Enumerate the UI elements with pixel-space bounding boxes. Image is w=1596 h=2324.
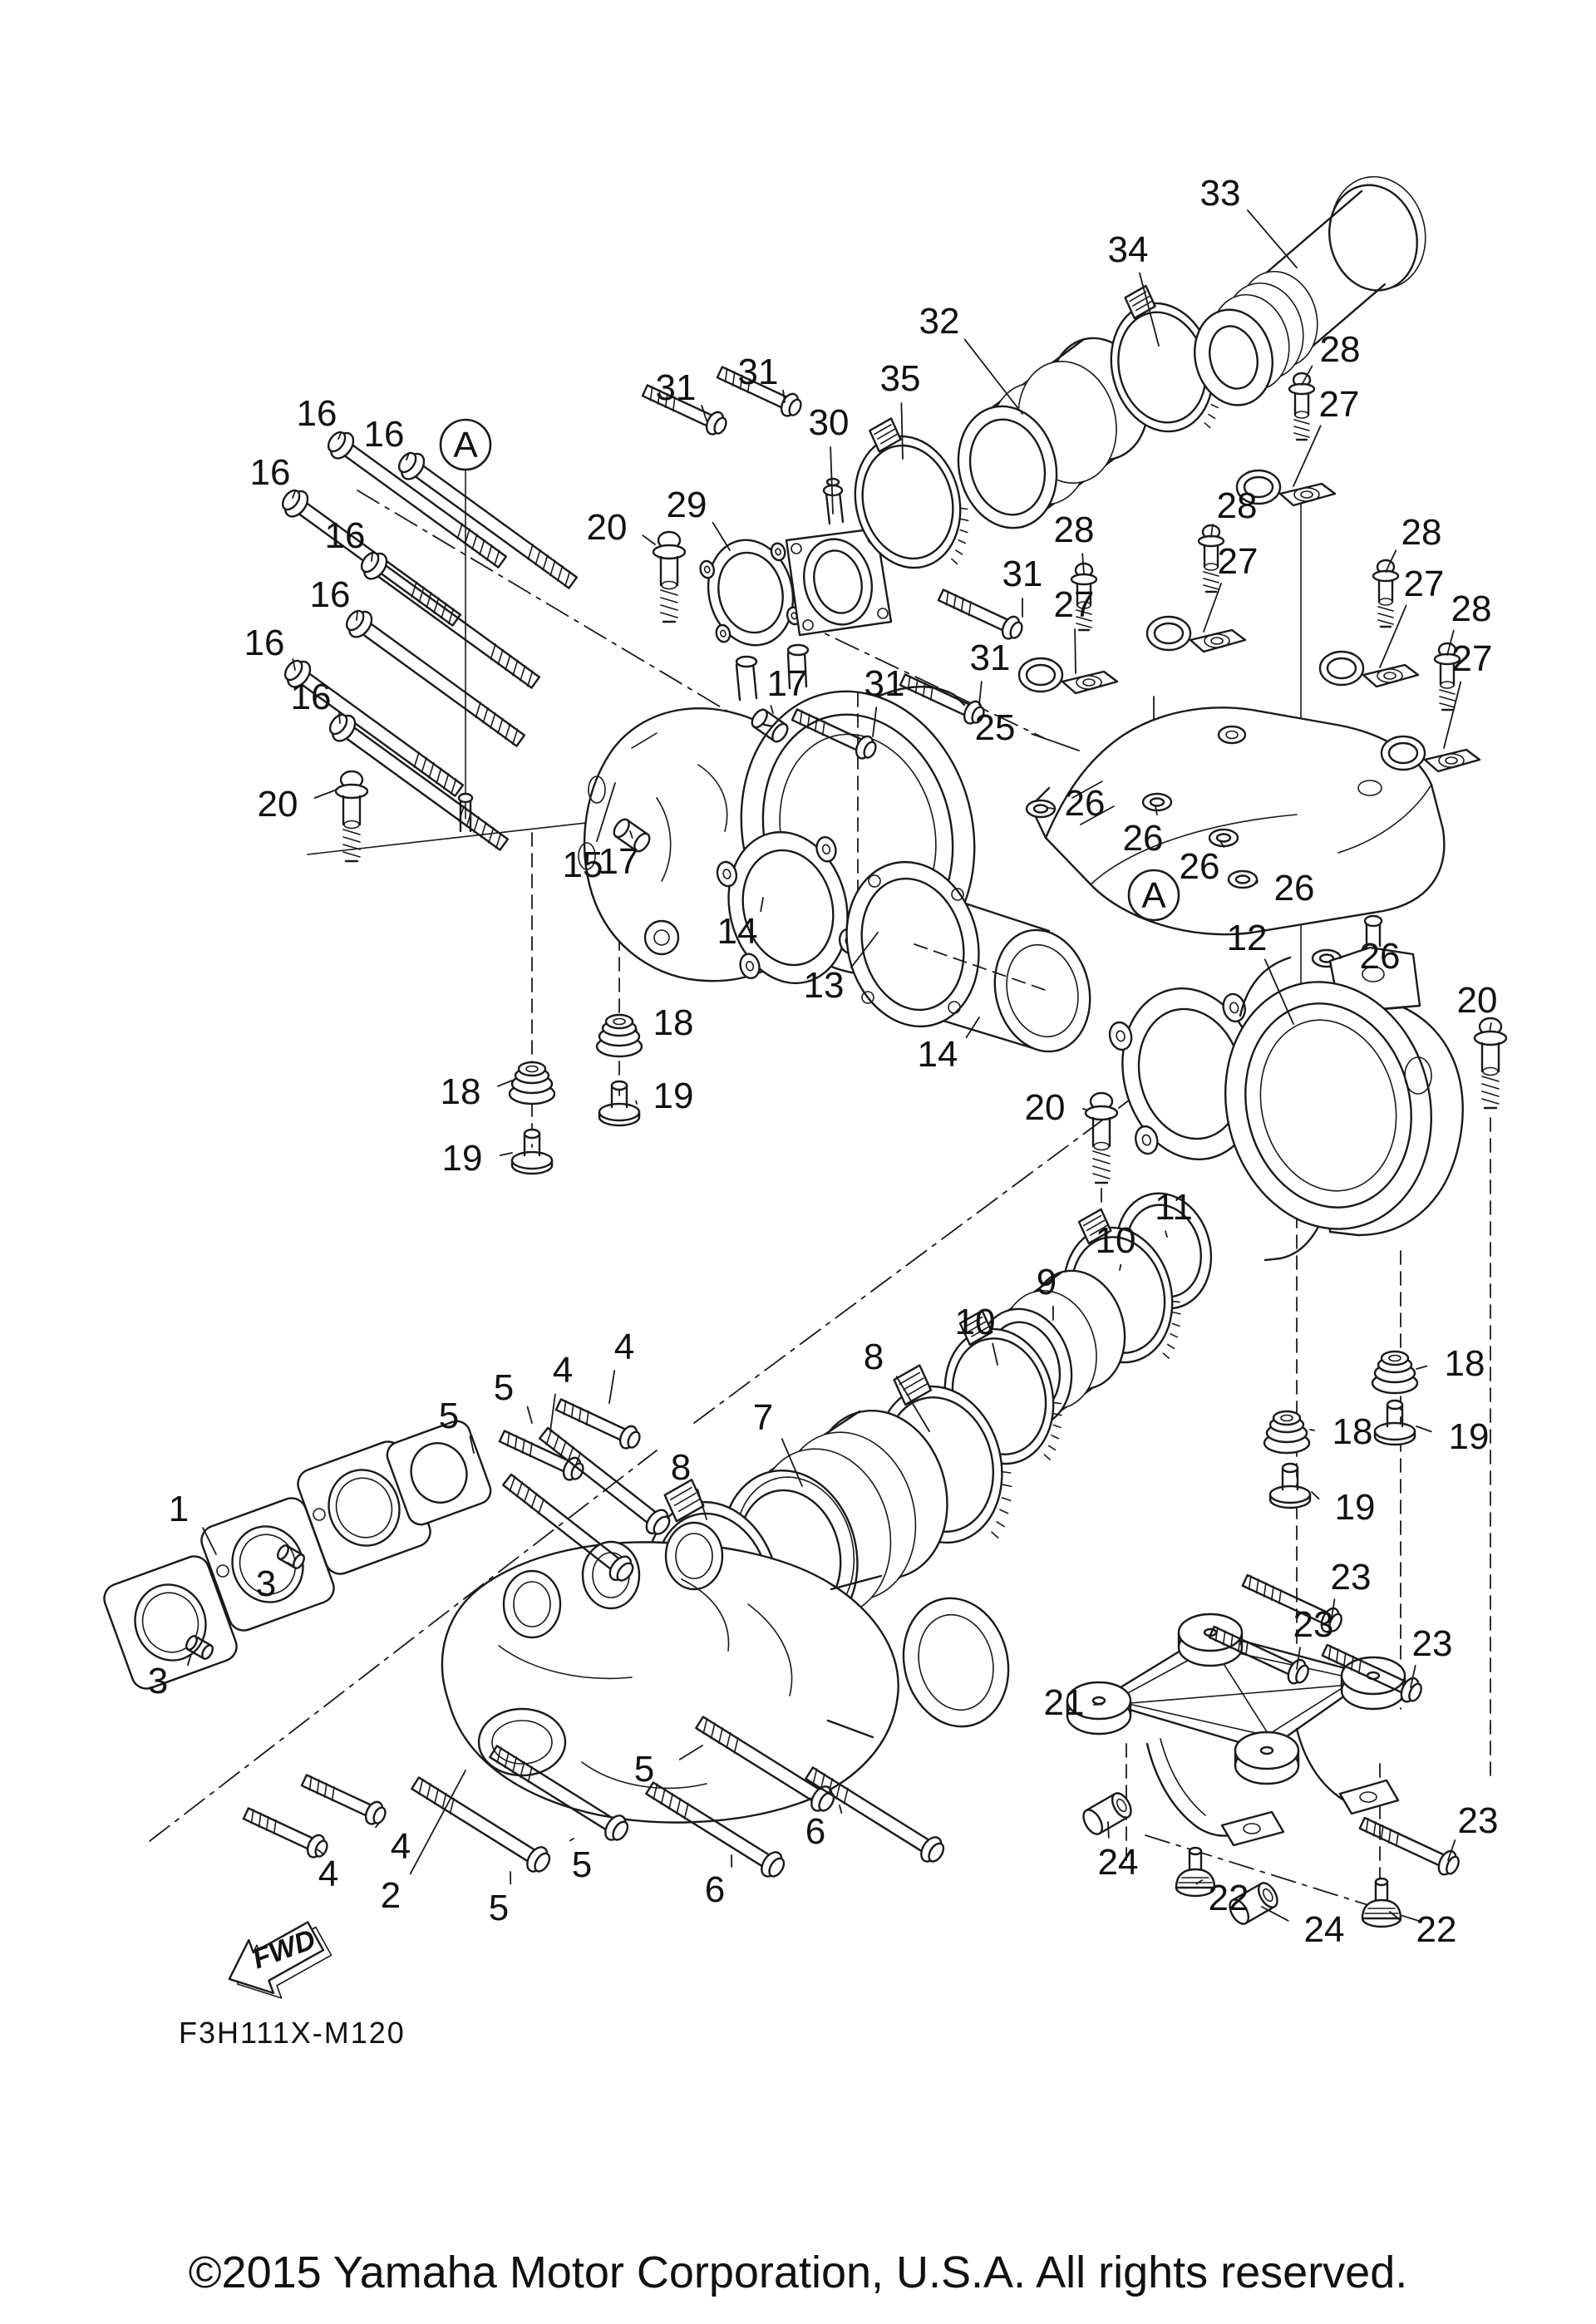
leader-32 — [965, 339, 1022, 414]
leader-27 — [1293, 426, 1321, 486]
part-label-26: 26 — [1179, 846, 1220, 887]
leader-2 — [411, 1770, 466, 1873]
part-label-11: 11 — [1155, 1187, 1193, 1228]
part-label-15: 15 — [562, 844, 603, 885]
fwd-label: FWD — [248, 1923, 320, 1976]
part-label-28: 28 — [1319, 329, 1361, 370]
part-label-23: 23 — [1411, 1623, 1453, 1664]
leader-20 — [1083, 1109, 1086, 1110]
detail-callout-label: A — [1141, 875, 1166, 916]
part-label-17: 17 — [766, 663, 808, 704]
leader-24 — [1108, 1822, 1109, 1838]
leader-29 — [713, 523, 730, 550]
part-label-16: 16 — [363, 414, 405, 455]
copyright-line: ©2015 Yamaha Motor Corporation, U.S.A. All rights reserved. — [188, 2248, 1408, 2297]
part-label-6: 6 — [805, 1811, 826, 1852]
leader-31 — [979, 682, 982, 705]
part-label-9: 9 — [1036, 1262, 1057, 1302]
part-label-28: 28 — [1401, 512, 1442, 553]
part-label-16: 16 — [244, 623, 285, 663]
diagram-code: F3H111X-M120 — [179, 2016, 406, 2050]
part-label-19: 19 — [653, 1076, 694, 1116]
leader-4 — [550, 1394, 555, 1431]
part-label-31: 31 — [969, 638, 1011, 678]
leader-4 — [609, 1371, 614, 1403]
leader-27 — [1204, 583, 1221, 632]
part-label-13: 13 — [803, 965, 845, 1006]
part-label-10: 10 — [954, 1302, 996, 1342]
part-label-20: 20 — [586, 507, 628, 548]
part-label-23: 23 — [1293, 1604, 1334, 1645]
part-label-16: 16 — [249, 452, 291, 493]
part-label-24: 24 — [1303, 1909, 1345, 1950]
part-label-28: 28 — [1451, 588, 1492, 629]
part-label-3: 3 — [255, 1563, 277, 1604]
part-label-27: 27 — [1053, 584, 1095, 625]
leader-20 — [315, 790, 337, 798]
part-label-5: 5 — [571, 1844, 593, 1885]
leader-24 — [1262, 1907, 1288, 1921]
part-label-24: 24 — [1097, 1842, 1139, 1883]
part-label-27: 27 — [1451, 638, 1493, 679]
part-label-35: 35 — [879, 358, 921, 399]
leader-20 — [643, 535, 655, 544]
part-label-33: 33 — [1199, 173, 1241, 214]
part-label-18: 18 — [653, 1002, 694, 1043]
part-label-21: 21 — [1043, 1682, 1085, 1723]
part-label-27: 27 — [1217, 541, 1259, 582]
part-label-27: 27 — [1318, 384, 1360, 425]
part-label-27: 27 — [1403, 564, 1445, 604]
fwd-arrow — [219, 1915, 339, 2012]
part-label-26: 26 — [1122, 818, 1164, 859]
part-label-23: 23 — [1457, 1800, 1499, 1841]
part-label-22: 22 — [1208, 1878, 1249, 1918]
part-label-16: 16 — [309, 574, 351, 615]
part-label-18: 18 — [1444, 1343, 1485, 1384]
leader-18 — [1416, 1366, 1426, 1369]
part-label-4: 4 — [613, 1327, 635, 1367]
part-label-26: 26 — [1064, 783, 1106, 824]
part-label-20: 20 — [1024, 1087, 1066, 1128]
part-label-5: 5 — [488, 1888, 510, 1928]
part-label-18: 18 — [440, 1071, 481, 1112]
leader-16 — [339, 713, 340, 723]
part-label-1: 1 — [168, 1489, 190, 1529]
part-label-19: 19 — [1448, 1416, 1490, 1457]
part-label-7: 7 — [752, 1397, 774, 1438]
part-label-16: 16 — [324, 515, 366, 556]
part-label-2: 2 — [380, 1875, 401, 1916]
part-label-10: 10 — [1095, 1220, 1136, 1261]
part-label-19: 19 — [1334, 1487, 1376, 1528]
leader-5 — [570, 1839, 574, 1840]
part-label-5: 5 — [438, 1396, 460, 1436]
part-label-29: 29 — [666, 485, 707, 525]
leader-19 — [636, 1101, 637, 1104]
part-label-5: 5 — [493, 1367, 515, 1408]
part-label-12: 12 — [1226, 918, 1268, 958]
part-label-14: 14 — [917, 1034, 958, 1075]
part-label-8: 8 — [670, 1447, 692, 1488]
part-label-4: 4 — [552, 1350, 574, 1391]
part-label-18: 18 — [1332, 1411, 1373, 1452]
part-label-28: 28 — [1216, 485, 1258, 526]
part-label-5: 5 — [633, 1749, 655, 1790]
part-label-4: 4 — [390, 1826, 411, 1867]
part-label-14: 14 — [717, 911, 758, 952]
part-label-26: 26 — [1359, 936, 1401, 977]
leader-19 — [500, 1153, 512, 1155]
part-label-20: 20 — [257, 784, 298, 825]
part-label-25: 25 — [974, 707, 1016, 748]
leader-19 — [1312, 1492, 1319, 1499]
leader-10 — [1120, 1265, 1121, 1270]
bolt-16-set — [278, 426, 581, 856]
part-label-19: 19 — [441, 1138, 483, 1179]
part-label-34: 34 — [1107, 229, 1149, 270]
part-label-6: 6 — [704, 1869, 726, 1910]
part-label-32: 32 — [919, 301, 960, 342]
part-label-31: 31 — [1002, 554, 1043, 594]
part-label-4: 4 — [318, 1854, 339, 1894]
part-label-16: 16 — [296, 393, 337, 434]
part-label-22: 22 — [1416, 1909, 1457, 1950]
leader-26 — [1257, 881, 1258, 884]
part-label-16: 16 — [290, 677, 332, 717]
part-label-31: 31 — [864, 663, 905, 704]
leader-19 — [1416, 1426, 1431, 1431]
part-label-28: 28 — [1053, 510, 1095, 550]
leader-18 — [498, 1081, 512, 1086]
muffler-housing-12-drawing — [1199, 916, 1462, 1260]
leader-27 — [1075, 629, 1076, 673]
leader-17 — [771, 706, 773, 713]
leader-33 — [1248, 210, 1297, 268]
part-label-20: 20 — [1456, 980, 1498, 1021]
part-label-31: 31 — [655, 367, 697, 408]
leader-5 — [528, 1407, 533, 1424]
part-label-23: 23 — [1330, 1557, 1372, 1598]
part-label-8: 8 — [863, 1337, 884, 1377]
part-label-26: 26 — [1273, 868, 1315, 908]
part-label-31: 31 — [737, 352, 779, 392]
part-label-3: 3 — [147, 1661, 169, 1701]
leader-25 — [1032, 734, 1079, 751]
leader-6 — [840, 1805, 841, 1813]
leader-21 — [1094, 1705, 1102, 1706]
detail-callout-label: A — [453, 425, 478, 465]
manifold-gasket-1-drawing — [100, 1417, 494, 1692]
part-label-30: 30 — [808, 402, 850, 443]
part-label-17: 17 — [598, 841, 639, 882]
